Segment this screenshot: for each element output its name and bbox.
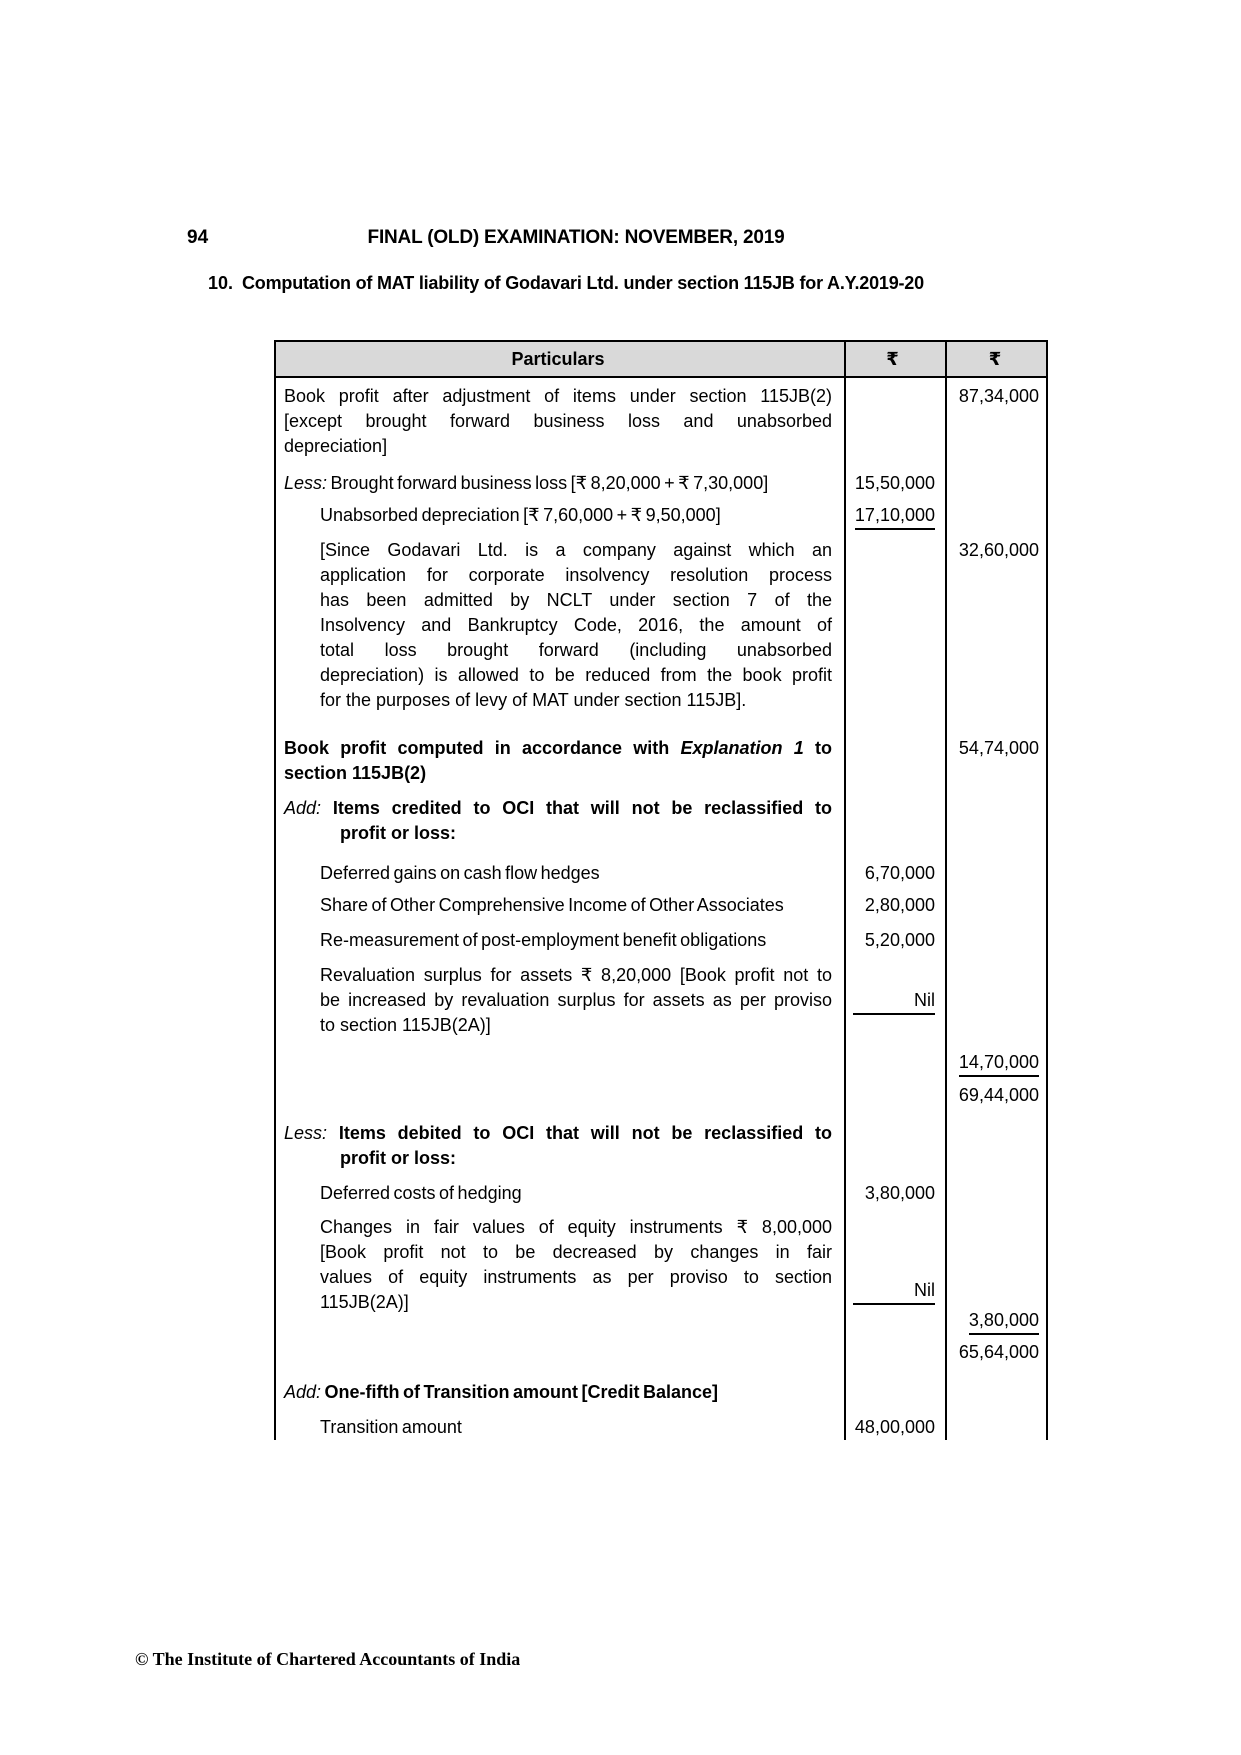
text-line	[284, 1121, 832, 1146]
mat-computation-table	[274, 340, 1048, 1440]
underlined-amount: 17,10,000	[855, 503, 935, 530]
amount-cell	[845, 1367, 946, 1407]
amount-cell	[845, 1335, 946, 1367]
row-subtotal-after-additions	[275, 1078, 1047, 1111]
text-line: Revaluation surplus for assets ₹ 8,20,000 [Book profit not to	[320, 965, 832, 985]
particulars-cell	[275, 955, 845, 1043]
text-line: for the purposes of levy of MAT under section 115JB].	[320, 690, 747, 710]
amount-cell	[946, 921, 1047, 955]
row-oci-additions-total	[275, 1043, 1047, 1078]
particulars-cell	[275, 1043, 845, 1078]
amount-cell: 5,20,000	[845, 921, 946, 955]
row-deferred-costs-hedging	[275, 1173, 1047, 1208]
amount-cell	[946, 887, 1047, 921]
text-line: Unabsorbed depreciation [₹ 7,60,000 + ₹ 9,50,000]	[320, 505, 721, 525]
question-number: 10.	[208, 273, 234, 293]
amount-cell: 3,80,000	[845, 1173, 946, 1208]
column-header-particulars: Particulars	[275, 341, 845, 377]
row-less-items-debited-oci	[275, 1111, 1047, 1173]
text-line: [Book profit not to be decreased by changes in fair	[320, 1242, 832, 1262]
row-subtotal-after-deductions	[275, 1335, 1047, 1367]
text-line: profit or loss:	[340, 823, 456, 843]
amount-cell	[845, 533, 946, 729]
text-line: be increased by revaluation surplus for assets as per proviso	[320, 990, 832, 1010]
row-remeasurement-benefit	[275, 921, 1047, 955]
running-header	[0, 227, 1241, 253]
amount-cell	[946, 463, 1047, 497]
less-prefix: Less:	[284, 473, 331, 493]
underlined-amount: Nil	[853, 988, 935, 1015]
particulars-cell	[275, 497, 845, 533]
table-header-row	[275, 341, 1047, 377]
amount-cell: 2,80,000	[845, 887, 946, 921]
row-changes-fair-values	[275, 1208, 1047, 1335]
amount-cell	[946, 1173, 1047, 1208]
amount-cell: 32,60,000	[958, 540, 1039, 560]
underlined-amount: Nil	[853, 1278, 935, 1305]
amount-cell: 6,70,000	[845, 853, 946, 887]
amount-cell	[946, 955, 1047, 1043]
text-line: Transition amount	[320, 1417, 462, 1437]
amount-cell	[845, 377, 946, 463]
text-line: depreciation]	[284, 436, 388, 456]
amount-cell	[946, 789, 1047, 853]
text-segment: Book profit computed in accordance with	[284, 738, 681, 758]
text-line: Re-measurement of post-employment benefit obligations	[320, 930, 767, 950]
particulars-cell	[275, 921, 845, 955]
text-line: [except brought forward business loss and unabsorbed	[284, 411, 832, 431]
amount-cell: 54,74,000	[958, 738, 1039, 758]
amount-cell	[946, 1407, 1047, 1440]
amount-cell	[845, 729, 946, 789]
row-revaluation-surplus	[275, 955, 1047, 1043]
amount-cell	[946, 1367, 1047, 1407]
column-header-rupee-2: ₹	[946, 341, 1047, 377]
row-add-one-fifth-transition	[275, 1367, 1047, 1407]
amount-cell	[946, 1208, 1047, 1335]
text-line: Share of Other Comprehensive Income of Other Associates	[320, 895, 784, 915]
underlined-amount: 3,80,000	[969, 1308, 1039, 1335]
row-deferred-gains	[275, 853, 1047, 887]
text-line: Deferred gains on cash flow hedges	[320, 863, 600, 883]
particulars-cell	[275, 463, 845, 497]
explanation1-italic: Explanation 1	[680, 738, 804, 758]
row-book-profit	[275, 377, 1047, 463]
amount-cell	[845, 1043, 946, 1078]
amount-cell	[946, 497, 1047, 533]
text-line: application for corporate insolvency resolution process	[320, 565, 832, 585]
text-line	[284, 796, 832, 821]
row-share-oci-associates	[275, 887, 1047, 921]
amount-cell: 87,34,000	[958, 386, 1039, 406]
text-segment: Items debited to OCI that will not be reclassified to	[338, 1123, 833, 1143]
amount-cell	[946, 1043, 1047, 1078]
amount-cell	[946, 853, 1047, 887]
particulars-cell	[275, 853, 845, 887]
row-transition-amount	[275, 1407, 1047, 1440]
text-segment: Brought forward business loss [₹ 8,20,000 + ₹ 7,30,000]	[330, 473, 769, 493]
text-line: 115JB(2A)]	[320, 1292, 409, 1312]
amount-cell: 65,64,000	[958, 1342, 1039, 1362]
less-prefix: Less:	[284, 1123, 339, 1143]
text-line: section 115JB(2)	[284, 763, 427, 783]
text-segment: Items credited to OCI that will not be reclassified to	[332, 798, 832, 818]
particulars-cell	[275, 1111, 845, 1173]
particulars-cell	[275, 1208, 845, 1335]
particulars-cell	[275, 533, 845, 729]
text-line: depreciation) is allowed to be reduced from the book profit	[320, 665, 832, 685]
amount-cell	[946, 1111, 1047, 1173]
text-segment: to	[803, 738, 832, 758]
exam-header-title: FINAL (OLD) EXAMINATION: NOVEMBER, 2019	[367, 227, 785, 248]
particulars-cell	[275, 1173, 845, 1208]
text-line: Changes in fair values of equity instruments ₹ 8,00,000	[320, 1217, 832, 1237]
underlined-amount: 14,70,000	[959, 1050, 1039, 1077]
particulars-cell	[275, 1367, 845, 1407]
particulars-cell	[275, 729, 845, 789]
text-line: total loss brought forward (including unabsorbed	[320, 640, 832, 660]
row-insolvency-note	[275, 533, 1047, 729]
question-title-line	[208, 271, 1068, 296]
amount-cell	[845, 789, 946, 853]
amount-cell: 15,50,000	[845, 463, 946, 497]
text-line: has been admitted by NCLT under section 7 of the	[320, 590, 832, 610]
row-add-items-credited-oci	[275, 789, 1047, 853]
amount-cell: 48,00,000	[845, 1407, 946, 1440]
amount-cell	[845, 497, 946, 533]
particulars-cell	[275, 1078, 845, 1111]
particulars-cell	[275, 1407, 845, 1440]
add-prefix: Add:	[284, 1382, 325, 1402]
text-line	[284, 471, 832, 496]
text-line: values of equity instruments as per proviso to section	[320, 1267, 832, 1287]
text-line: Book profit after adjustment of items under section 115JB(2)	[284, 386, 832, 406]
add-prefix: Add:	[284, 798, 333, 818]
text-line	[284, 736, 832, 761]
amount-cell	[845, 1111, 946, 1173]
amount-cell	[845, 1078, 946, 1111]
text-line: Deferred costs of hedging	[320, 1183, 522, 1203]
text-line: Insolvency and Bankruptcy Code, 2016, the amount of	[320, 615, 832, 635]
question-title: Computation of MAT liability of Godavari Ltd. under section 115JB for A.Y.2019-20	[242, 273, 924, 293]
text-line	[284, 1380, 832, 1405]
text-line: [Since Godavari Ltd. is a company against which an	[320, 540, 832, 560]
row-unabsorbed-depreciation	[275, 497, 1047, 533]
particulars-cell	[275, 789, 845, 853]
text-line: to section 115JB(2A)]	[320, 1015, 491, 1035]
text-line: profit or loss:	[340, 1148, 456, 1168]
amount-cell	[845, 1208, 946, 1335]
row-book-profit-explanation1	[275, 729, 1047, 789]
footer-copyright: © The Institute of Chartered Accountants of India	[135, 1649, 521, 1669]
particulars-cell	[275, 887, 845, 921]
particulars-cell	[275, 377, 845, 463]
amount-cell	[845, 955, 946, 1043]
amount-cell: 69,44,000	[958, 1085, 1039, 1105]
row-brought-forward-loss	[275, 463, 1047, 497]
text-segment: One-fifth of Transition amount [Credit Balance]	[324, 1382, 719, 1402]
particulars-cell	[275, 1335, 845, 1367]
column-header-rupee-1: ₹	[845, 341, 946, 377]
page-number: 94	[187, 227, 209, 248]
